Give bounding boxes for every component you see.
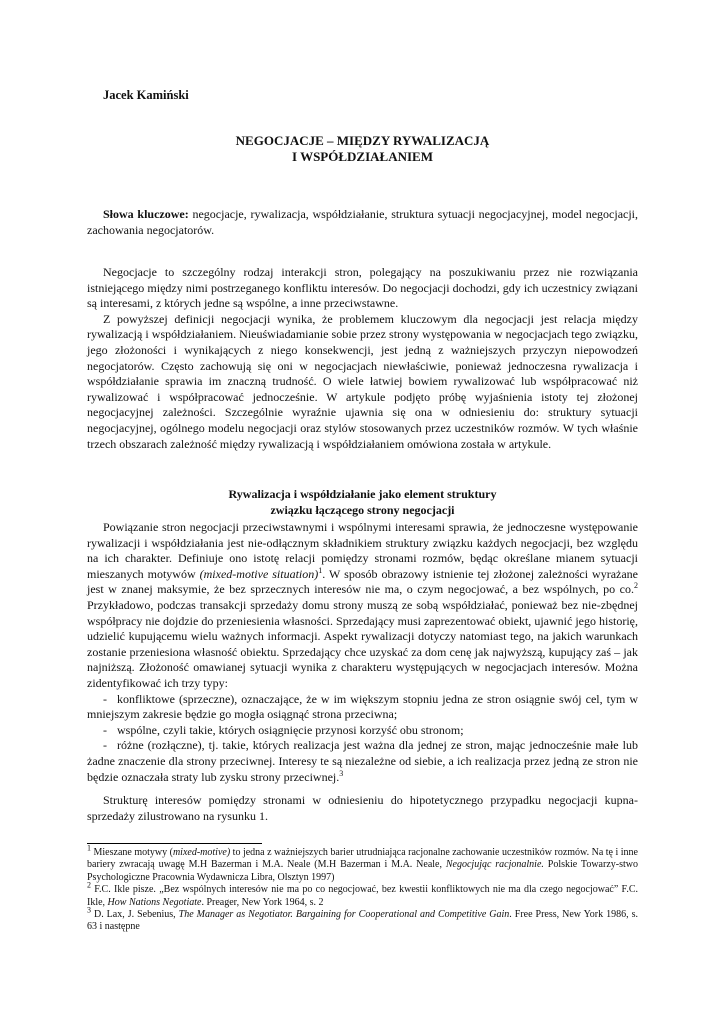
text-run: Mieszane motywy ( <box>91 847 173 858</box>
author-name: Jacek Kamiński <box>103 88 189 102</box>
text-run: Polskie Towarzy-stwo Psychologiczne Pracownia Wydawnicza Libra, Olsztyn 1997) <box>87 859 638 883</box>
text-run: . W sposób obrazowy istnienie tej złożonej zależności wyrażane jest w znanej maksymie, że bez sprzecznych interesów nie ma, o czym negocjować, a bez wspólnych, po co. <box>87 566 639 597</box>
footnote-ref-1: 1 <box>318 565 323 575</box>
text-run: to jedna z ważniejszych barier utrudniająca racjonalne zachowanie uczestników rozmów. Na tę i inne bariery zwracają uwagę M.H Bazerman i M.A. Neale (M.H Bazerman i M.A. Neale, <box>87 847 638 871</box>
list-item-text: wspólne, czyli takie, których osiągnięcie przynosi korzyść obu stronom; <box>117 722 464 737</box>
italic-term: mixed-motive) <box>172 847 231 858</box>
title-line-1: NEGOCJACJE – MIĘDZY RYWALIZACJĄ <box>235 133 490 148</box>
keywords-text: negocjacje, rywalizacja, współdziałanie, struktura sytuacji negocjacyjnej, model negocjacji, zachowania negocjatorów. <box>87 207 639 237</box>
text-run: F.C. Ikle pisze. „Bez wspólnych interesów nie ma po co negocjować, bez kwestii konfliktowych nie ma dla czego negocjować” F.C. Ikle, <box>87 884 638 908</box>
keywords-label: Słowa kluczowe: <box>103 207 189 221</box>
footnote-separator <box>87 843 262 844</box>
section-paragraph-1 <box>87 520 638 692</box>
text-run: D. Lax, J. Sebenius, <box>91 909 179 921</box>
list-item-text: konfliktowe (sprzeczne), oznaczające, że w im większym stopniu jedna ze stron osiągnie swój cel, tym w mniejszym zakresie będzie go mogła osiągnąć strona przeciwna; <box>87 691 638 722</box>
italic-term: (mixed-motive situation) <box>199 566 319 581</box>
title-line-2: I WSPÓŁDZIAŁANIEM <box>292 149 433 164</box>
introduction <box>87 265 638 452</box>
list-item <box>87 692 638 723</box>
footnotes <box>87 843 638 934</box>
italic-title: The Manager as Negotiator. Bargaining for Cooperational and Competitive Gain <box>178 909 510 921</box>
text-run: . Preager, New York 1964, s. 2 <box>201 896 324 908</box>
section-heading-line-1: Rywalizacja i współdziałanie jako element struktury <box>228 487 497 501</box>
list-bullet: - <box>103 722 107 737</box>
list-item-text: różne (rozłączne), tj. takie, których realizacja jest ważna dla jednej ze stron, mając jednocześnie małe lub żadne znaczenie dla strony przeciwnej. Interesy te są niezależne od siebie, a ich realizacja przez jedną ze stron nie będzie oznaczała straty lub zysku strony przeciwnej. <box>87 738 638 784</box>
footnote-1 <box>87 843 638 884</box>
list-bullet: - <box>103 691 107 706</box>
list-item <box>87 738 638 785</box>
footnote-ref-3: 3 <box>339 768 344 778</box>
footnote-number: 2 <box>87 880 91 890</box>
text-run: Przykładowo, podczas transakcji sprzedaży domu strony muszą ze sobą współdziałać, ponieważ bez nie-zbędnej współpracy nie dojdzie do przeniesienia własności. Sprzedający musi zaprezentować obiekt, ujawnić jego historię, udzielić kupującemu wielu ważnych informacji. Aspekt rywalizacji dotyczy natomiast tego, na jakich warunkach zostanie przeniesiona własność obiektu. Sprzedający chce uzyskać za dom cenę jak najwyższą, kupujący zaś – jak najniższą. Złożoność omawianej sytuacji wynika z charakteru występujących w negocjacjach interesów. Można zidentyfikować ich trzy typy: <box>87 597 638 690</box>
intro-paragraph-2: Z powyższej definicji negocjacji wynika, że problemem kluczowym dla negocjacji jest relacja między rywalizacją i współdziałaniem. Nieuświadamianie sobie przez strony występowania w negocjacjach tego związku, jego złożoności i wynikających z niego konsekwencji, jest jedną z ważniejszych przyczyn niepowodzeń negocjatorów. Często zachowują się oni w negocjacjach niewłaściwie, ponieważ jednoczesna rywalizacja i współdziałanie sprawia im znaczną trudność. O wiele łatwiej bowiem rywalizować lub współpracować niż rywalizować i współpracować jednocześnie. W artykule podjęto próbę wyjaśnienia istoty tej złożonej negocjacyjnej zależności. Szczególnie wyraźnie ujawnia się ona w odniesieniu do: struktury sytuacji negocjacyjnej, ogólnego modelu negocjacji oraz stylów stosowanych przez uczestników rozmów. W tych właśnie trzech obszarach zależność między rywalizacją i współdziałaniem omówiona została w artykule. <box>87 311 638 451</box>
section-heading-line-2: związku łączącego strony negocjacji <box>270 502 455 517</box>
italic-title: Negocjując racjonalnie. <box>445 859 544 871</box>
interest-types-list <box>87 692 638 786</box>
text-run: . Free Press, New York 1986, s. 63 i następne <box>87 909 638 933</box>
section-paragraph-2: Strukturę interesów pomiędzy stronami w odniesieniu do hipotetycznego przypadku negocjacji kupna-sprzedaży zilustrowano na rysunku 1. <box>87 793 638 823</box>
section-body <box>87 520 638 824</box>
footnote-3 <box>87 905 638 934</box>
italic-title: How Nations Negotiate <box>107 896 202 908</box>
list-item <box>87 723 638 739</box>
footnote-number: 1 <box>87 843 91 853</box>
footnote-number: 3 <box>87 905 91 915</box>
footnote-2 <box>87 880 638 909</box>
paper-title <box>87 133 638 165</box>
text-run: Powiązanie stron negocjacji przeciwstawnymi i wspólnymi interesami sprawia, że jednoczesne występowanie rywalizacji i współdziałania jest nie-odłącznym składnikiem struktury związku każdych negocjacji, bez względu na ich charakter. Definiuje ono istotę relacji pomiędzy stronami rozmów, będąc określane mianem sytuacji mieszanych motywów <box>87 520 638 581</box>
footnote-ref-2: 2 <box>634 581 638 591</box>
section-heading <box>87 487 638 518</box>
list-bullet: - <box>103 738 107 753</box>
intro-paragraph-1: Negocjacje to szczególny rodzaj interakcji stron, polegający na poszukiwaniu przez nie rozwiązania istniejącego między nimi postrzeganego konfliktu interesów. Do negocjacji dochodzi, gdy ich uczestnicy związani są interesami, z których jedne są wspólne, a inne przeciwstawne. <box>87 265 638 311</box>
keywords-paragraph <box>87 207 638 238</box>
